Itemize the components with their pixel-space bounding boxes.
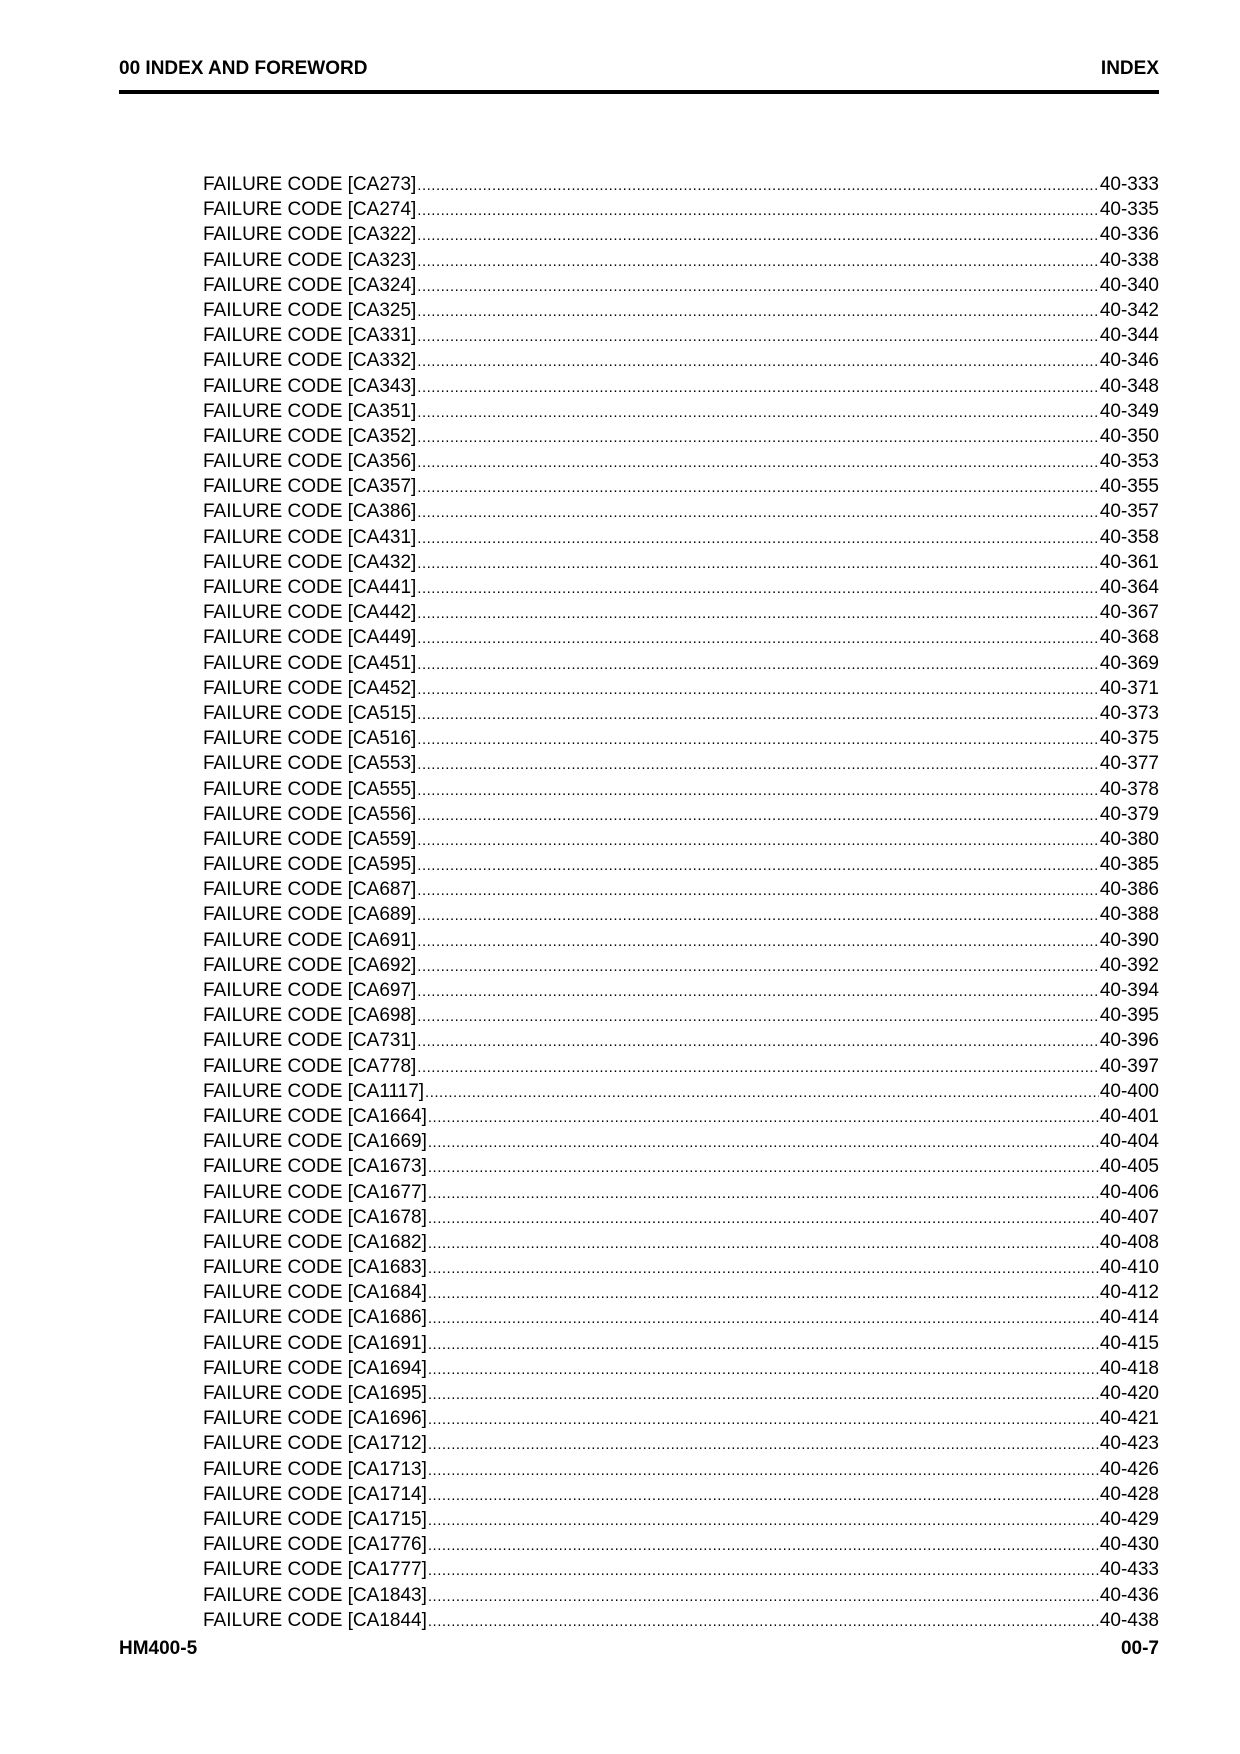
index-entry[interactable] bbox=[203, 1230, 1159, 1255]
index-entry-label: FAILURE CODE [CA595] bbox=[203, 854, 417, 876]
dot-leader bbox=[417, 954, 1099, 979]
dot-leader bbox=[417, 299, 1099, 324]
dot-leader bbox=[417, 450, 1099, 475]
index-entry-page: 40-373 bbox=[1099, 702, 1159, 724]
dot-leader bbox=[428, 1256, 1099, 1281]
page-header bbox=[119, 56, 1159, 94]
index-entry-label: FAILURE CODE [CA1664] bbox=[203, 1105, 427, 1127]
index-entry[interactable] bbox=[203, 575, 1159, 600]
index-entry[interactable] bbox=[203, 399, 1159, 424]
dot-leader bbox=[428, 1357, 1099, 1382]
index-entry-label: FAILURE CODE [CA697] bbox=[203, 980, 417, 1001]
dot-leader bbox=[417, 349, 1099, 374]
index-entry-page: 40-412 bbox=[1099, 1282, 1159, 1304]
index-entry[interactable] bbox=[203, 248, 1159, 273]
index-entry-page: 40-433 bbox=[1099, 1559, 1159, 1581]
index-entry-page: 40-342 bbox=[1099, 299, 1159, 321]
index-entry-label: FAILURE CODE [CA1695] bbox=[203, 1383, 427, 1404]
dot-leader bbox=[417, 626, 1099, 651]
index-entry-page: 40-388 bbox=[1099, 904, 1159, 926]
index-entry-label: FAILURE CODE [CA1712] bbox=[203, 1433, 427, 1455]
index-entry-label: FAILURE CODE [CA1691] bbox=[203, 1332, 427, 1354]
index-entry[interactable] bbox=[203, 1557, 1159, 1582]
index-entry-label: FAILURE CODE [CA692] bbox=[203, 954, 417, 976]
dot-leader bbox=[417, 425, 1099, 450]
index-entry[interactable] bbox=[203, 1079, 1159, 1104]
dot-leader bbox=[428, 1281, 1099, 1306]
dot-leader bbox=[417, 677, 1099, 702]
index-entry-label: FAILURE CODE [CA1714] bbox=[203, 1483, 427, 1505]
dot-leader bbox=[417, 223, 1099, 248]
index-entry-label: FAILURE CODE [CA442] bbox=[203, 602, 417, 624]
dot-leader bbox=[417, 601, 1099, 626]
index-entry[interactable] bbox=[203, 1482, 1159, 1507]
index-entry[interactable] bbox=[203, 978, 1159, 1003]
dot-leader bbox=[428, 1508, 1099, 1533]
dot-leader bbox=[417, 828, 1099, 853]
index-entry[interactable] bbox=[203, 600, 1159, 625]
index-entry-label: FAILURE CODE [CA691] bbox=[203, 929, 417, 951]
index-entry[interactable] bbox=[203, 1331, 1159, 1356]
dot-leader bbox=[417, 778, 1099, 803]
dot-leader bbox=[417, 727, 1099, 752]
index-entry-page: 40-423 bbox=[1099, 1433, 1159, 1455]
index-entry-label: FAILURE CODE [CA698] bbox=[203, 1005, 417, 1027]
index-entry[interactable] bbox=[203, 1205, 1159, 1230]
dot-leader bbox=[417, 475, 1099, 500]
index-entry-label: FAILURE CODE [CA432] bbox=[203, 551, 417, 573]
dot-leader bbox=[417, 1055, 1099, 1080]
index-entry-page: 40-408 bbox=[1099, 1231, 1159, 1253]
index-entry[interactable] bbox=[203, 726, 1159, 751]
dot-leader bbox=[417, 173, 1099, 198]
index-entry-page: 40-361 bbox=[1099, 551, 1159, 573]
index-entry[interactable] bbox=[203, 676, 1159, 701]
index-entry[interactable] bbox=[203, 1532, 1159, 1557]
index-entry-page: 40-395 bbox=[1099, 1005, 1159, 1027]
index-entry-page: 40-348 bbox=[1099, 375, 1159, 397]
dot-leader bbox=[428, 1181, 1099, 1206]
page-number: 00-7 bbox=[1120, 1638, 1159, 1659]
dot-leader bbox=[428, 1483, 1099, 1508]
index-entry-label: FAILURE CODE [CA322] bbox=[203, 224, 417, 246]
index-entry-page: 40-333 bbox=[1099, 174, 1159, 195]
dot-leader bbox=[417, 1029, 1099, 1054]
index-entry[interactable] bbox=[203, 802, 1159, 827]
index-entry-label: FAILURE CODE [CA1713] bbox=[203, 1458, 427, 1480]
index-entry-page: 40-426 bbox=[1099, 1458, 1159, 1480]
index-entry-label: FAILURE CODE [CA516] bbox=[203, 728, 417, 750]
index-entry-page: 40-407 bbox=[1099, 1206, 1159, 1228]
index-entry-label: FAILURE CODE [CA323] bbox=[203, 249, 417, 271]
dot-leader bbox=[417, 979, 1099, 1004]
index-entry[interactable] bbox=[203, 651, 1159, 676]
index-entry-page: 40-340 bbox=[1099, 274, 1159, 296]
dot-leader bbox=[428, 1130, 1099, 1155]
index-entry[interactable] bbox=[203, 928, 1159, 953]
dot-leader bbox=[417, 803, 1099, 828]
index-entry-page: 40-355 bbox=[1099, 476, 1159, 498]
dot-leader bbox=[428, 1558, 1099, 1583]
index-entry[interactable] bbox=[203, 777, 1159, 802]
index-entry-page: 40-375 bbox=[1099, 728, 1159, 750]
index-entry-label: FAILURE CODE [CA1686] bbox=[203, 1307, 427, 1329]
index-entry-page: 40-353 bbox=[1099, 451, 1159, 473]
index-entry-page: 40-378 bbox=[1099, 778, 1159, 800]
index-entry-page: 40-377 bbox=[1099, 753, 1159, 775]
dot-leader bbox=[428, 1382, 1099, 1407]
index-entry-label: FAILURE CODE [CA452] bbox=[203, 677, 417, 699]
index-entry[interactable] bbox=[203, 323, 1159, 348]
header-index-label: INDEX bbox=[1100, 58, 1159, 79]
index-entry[interactable] bbox=[203, 525, 1159, 550]
index-entry[interactable] bbox=[203, 953, 1159, 978]
index-entry-label: FAILURE CODE [CA1117] bbox=[203, 1080, 425, 1102]
index-entry-label: FAILURE CODE [CA431] bbox=[203, 526, 417, 548]
index-entry[interactable] bbox=[203, 1154, 1159, 1179]
index-entry-label: FAILURE CODE [CA1673] bbox=[203, 1156, 427, 1178]
index-entry-page: 40-400 bbox=[1099, 1080, 1159, 1102]
index-entry-page: 40-346 bbox=[1099, 350, 1159, 372]
index-entry-page: 40-418 bbox=[1099, 1357, 1159, 1379]
index-entry-label: FAILURE CODE [CA778] bbox=[203, 1055, 417, 1077]
dot-leader bbox=[417, 853, 1099, 878]
index-entry-page: 40-367 bbox=[1099, 602, 1159, 624]
dot-leader bbox=[428, 1105, 1099, 1130]
index-entry-label: FAILURE CODE [CA352] bbox=[203, 425, 417, 447]
index-entry-label: FAILURE CODE [CA332] bbox=[203, 350, 417, 372]
dot-leader bbox=[417, 400, 1099, 425]
dot-leader bbox=[417, 929, 1099, 954]
index-entry[interactable] bbox=[203, 1129, 1159, 1154]
index-entry-label: FAILURE CODE [CA325] bbox=[203, 299, 417, 321]
dot-leader bbox=[428, 1155, 1099, 1180]
index-entry-page: 40-415 bbox=[1099, 1332, 1159, 1354]
index-entry-page: 40-420 bbox=[1099, 1383, 1159, 1404]
index-entry-label: FAILURE CODE [CA451] bbox=[203, 652, 417, 674]
index-entry[interactable] bbox=[203, 499, 1159, 524]
dot-leader bbox=[428, 1206, 1099, 1231]
index-entry-label: FAILURE CODE [CA1715] bbox=[203, 1508, 427, 1530]
index-entry-label: FAILURE CODE [CA1696] bbox=[203, 1408, 427, 1430]
index-entry[interactable] bbox=[203, 1255, 1159, 1280]
index-entry[interactable] bbox=[203, 1356, 1159, 1381]
index-entry-label: FAILURE CODE [CA343] bbox=[203, 375, 417, 397]
index-entry-label: FAILURE CODE [CA1844] bbox=[203, 1609, 427, 1631]
index-entry-label: FAILURE CODE [CA1678] bbox=[203, 1206, 427, 1228]
index-entry[interactable] bbox=[203, 424, 1159, 449]
index-entry-label: FAILURE CODE [CA351] bbox=[203, 400, 417, 422]
index-entry[interactable] bbox=[203, 374, 1159, 399]
index-entry[interactable] bbox=[203, 1431, 1159, 1456]
index-entry-label: FAILURE CODE [CA553] bbox=[203, 753, 417, 775]
index-entry-page: 40-336 bbox=[1099, 224, 1159, 246]
dot-leader bbox=[417, 1004, 1099, 1029]
index-entry-page: 40-414 bbox=[1099, 1307, 1159, 1329]
index-entry[interactable] bbox=[203, 1305, 1159, 1330]
index-entry[interactable] bbox=[203, 273, 1159, 298]
index-entry[interactable] bbox=[203, 172, 1159, 197]
index-entry-label: FAILURE CODE [CA731] bbox=[203, 1030, 417, 1052]
dot-leader bbox=[428, 1306, 1099, 1331]
index-entry-page: 40-429 bbox=[1099, 1508, 1159, 1530]
index-entry-label: FAILURE CODE [CA274] bbox=[203, 199, 417, 221]
index-entry-page: 40-344 bbox=[1099, 325, 1159, 347]
index-entry[interactable] bbox=[203, 902, 1159, 927]
dot-leader bbox=[428, 1332, 1099, 1357]
index-entry-label: FAILURE CODE [CA356] bbox=[203, 451, 417, 473]
dot-leader bbox=[428, 1231, 1099, 1256]
index-entry-page: 40-380 bbox=[1099, 828, 1159, 850]
index-entry[interactable] bbox=[203, 827, 1159, 852]
index-entry[interactable] bbox=[203, 1180, 1159, 1205]
dot-leader bbox=[417, 324, 1099, 349]
index-entry-page: 40-396 bbox=[1099, 1030, 1159, 1052]
dot-leader bbox=[417, 903, 1099, 928]
dot-leader bbox=[428, 1609, 1099, 1634]
index-entry-label: FAILURE CODE [CA559] bbox=[203, 828, 417, 850]
index-entry-page: 40-358 bbox=[1099, 526, 1159, 548]
index-entry-page: 40-436 bbox=[1099, 1584, 1159, 1606]
index-entry-label: FAILURE CODE [CA1843] bbox=[203, 1584, 427, 1606]
index-entry[interactable] bbox=[203, 1054, 1159, 1079]
index-entry-page: 40-406 bbox=[1099, 1181, 1159, 1203]
index-entry[interactable] bbox=[203, 550, 1159, 575]
index-entry-label: FAILURE CODE [CA449] bbox=[203, 627, 417, 649]
index-entry-page: 40-430 bbox=[1099, 1534, 1159, 1556]
index-entry-page: 40-369 bbox=[1099, 652, 1159, 674]
index-entry-label: FAILURE CODE [CA273] bbox=[203, 174, 417, 195]
index-entry[interactable] bbox=[203, 1028, 1159, 1053]
dot-leader bbox=[425, 1080, 1099, 1105]
index-entry[interactable] bbox=[203, 1583, 1159, 1608]
index-entry[interactable] bbox=[203, 1457, 1159, 1482]
index-entry-page: 40-385 bbox=[1099, 854, 1159, 876]
dot-leader bbox=[428, 1458, 1099, 1483]
index-entry-page: 40-410 bbox=[1099, 1257, 1159, 1279]
index-entry-label: FAILURE CODE [CA556] bbox=[203, 803, 417, 825]
dot-leader bbox=[428, 1432, 1099, 1457]
index-entry-page: 40-392 bbox=[1099, 954, 1159, 976]
index-entry-page: 40-428 bbox=[1099, 1483, 1159, 1505]
index-entry-label: FAILURE CODE [CA1669] bbox=[203, 1131, 427, 1153]
dot-leader bbox=[417, 249, 1099, 274]
dot-leader bbox=[417, 878, 1099, 903]
index-entry-page: 40-394 bbox=[1099, 980, 1159, 1001]
index-entry-page: 40-397 bbox=[1099, 1055, 1159, 1077]
index-entry[interactable] bbox=[203, 348, 1159, 373]
index-entry[interactable] bbox=[203, 1104, 1159, 1129]
index-entry-page: 40-379 bbox=[1099, 803, 1159, 825]
index-entry[interactable] bbox=[203, 1608, 1159, 1633]
index-entry-page: 40-350 bbox=[1099, 425, 1159, 447]
index-entry[interactable] bbox=[203, 625, 1159, 650]
dot-leader bbox=[417, 752, 1099, 777]
index-entry-label: FAILURE CODE [CA1684] bbox=[203, 1282, 427, 1304]
index-entry-label: FAILURE CODE [CA386] bbox=[203, 501, 417, 523]
index-entry-label: FAILURE CODE [CA357] bbox=[203, 476, 417, 498]
section-title: 00 INDEX AND FOREWORD bbox=[119, 58, 368, 79]
index-entry[interactable] bbox=[203, 852, 1159, 877]
index-entry-label: FAILURE CODE [CA1682] bbox=[203, 1231, 427, 1253]
index-entry-label: FAILURE CODE [CA555] bbox=[203, 778, 417, 800]
index-entry-page: 40-438 bbox=[1099, 1609, 1159, 1631]
dot-leader bbox=[428, 1407, 1099, 1432]
index-entry-page: 40-357 bbox=[1099, 501, 1159, 523]
index-entry[interactable] bbox=[203, 298, 1159, 323]
index-entry-page: 40-371 bbox=[1099, 677, 1159, 699]
index-entry[interactable] bbox=[203, 222, 1159, 247]
dot-leader bbox=[417, 702, 1099, 727]
index-entry-label: FAILURE CODE [CA1776] bbox=[203, 1534, 427, 1556]
index-entry-page: 40-349 bbox=[1099, 400, 1159, 422]
index-entry-page: 40-421 bbox=[1099, 1408, 1159, 1430]
index-entry[interactable] bbox=[203, 1406, 1159, 1431]
index-entry-label: FAILURE CODE [CA1694] bbox=[203, 1357, 427, 1379]
index-entry[interactable] bbox=[203, 1280, 1159, 1305]
dot-leader bbox=[417, 198, 1099, 223]
index-entry-label: FAILURE CODE [CA1683] bbox=[203, 1257, 427, 1279]
index-entry[interactable] bbox=[203, 197, 1159, 222]
dot-leader bbox=[428, 1584, 1099, 1609]
index-entry[interactable] bbox=[203, 1003, 1159, 1028]
index-entry[interactable] bbox=[203, 474, 1159, 499]
index-entry-page: 40-404 bbox=[1099, 1131, 1159, 1153]
index-entry-page: 40-405 bbox=[1099, 1156, 1159, 1178]
dot-leader bbox=[417, 652, 1099, 677]
index-entry-page: 40-368 bbox=[1099, 627, 1159, 649]
dot-leader bbox=[417, 500, 1099, 525]
index-entry-page: 40-390 bbox=[1099, 929, 1159, 951]
index-entry-label: FAILURE CODE [CA689] bbox=[203, 904, 417, 926]
index-entry-label: FAILURE CODE [CA324] bbox=[203, 274, 417, 296]
dot-leader bbox=[417, 274, 1099, 299]
index-entry-label: FAILURE CODE [CA331] bbox=[203, 325, 417, 347]
index-entry[interactable] bbox=[203, 701, 1159, 726]
index-entry-label: FAILURE CODE [CA515] bbox=[203, 702, 417, 724]
index-entry-label: FAILURE CODE [CA441] bbox=[203, 577, 417, 598]
index-entry-page: 40-338 bbox=[1099, 249, 1159, 271]
index-entry[interactable] bbox=[203, 449, 1159, 474]
index-entry-label: FAILURE CODE [CA1777] bbox=[203, 1559, 427, 1581]
index-entry-label: FAILURE CODE [CA687] bbox=[203, 879, 417, 901]
index-entry-page: 40-401 bbox=[1099, 1105, 1159, 1127]
index-entry-page: 40-335 bbox=[1099, 199, 1159, 221]
index-entry-page: 40-364 bbox=[1099, 577, 1159, 598]
model-number: HM400-5 bbox=[119, 1638, 198, 1659]
index-list bbox=[203, 172, 1159, 1633]
index-entry-page: 40-386 bbox=[1099, 879, 1159, 901]
index-entry[interactable] bbox=[203, 1381, 1159, 1406]
dot-leader bbox=[417, 576, 1099, 601]
index-entry[interactable] bbox=[203, 751, 1159, 776]
dot-leader bbox=[417, 375, 1099, 400]
dot-leader bbox=[428, 1533, 1099, 1558]
index-entry[interactable] bbox=[203, 877, 1159, 902]
dot-leader bbox=[417, 526, 1099, 551]
dot-leader bbox=[417, 551, 1099, 576]
index-entry[interactable] bbox=[203, 1507, 1159, 1532]
index-entry-label: FAILURE CODE [CA1677] bbox=[203, 1181, 427, 1203]
